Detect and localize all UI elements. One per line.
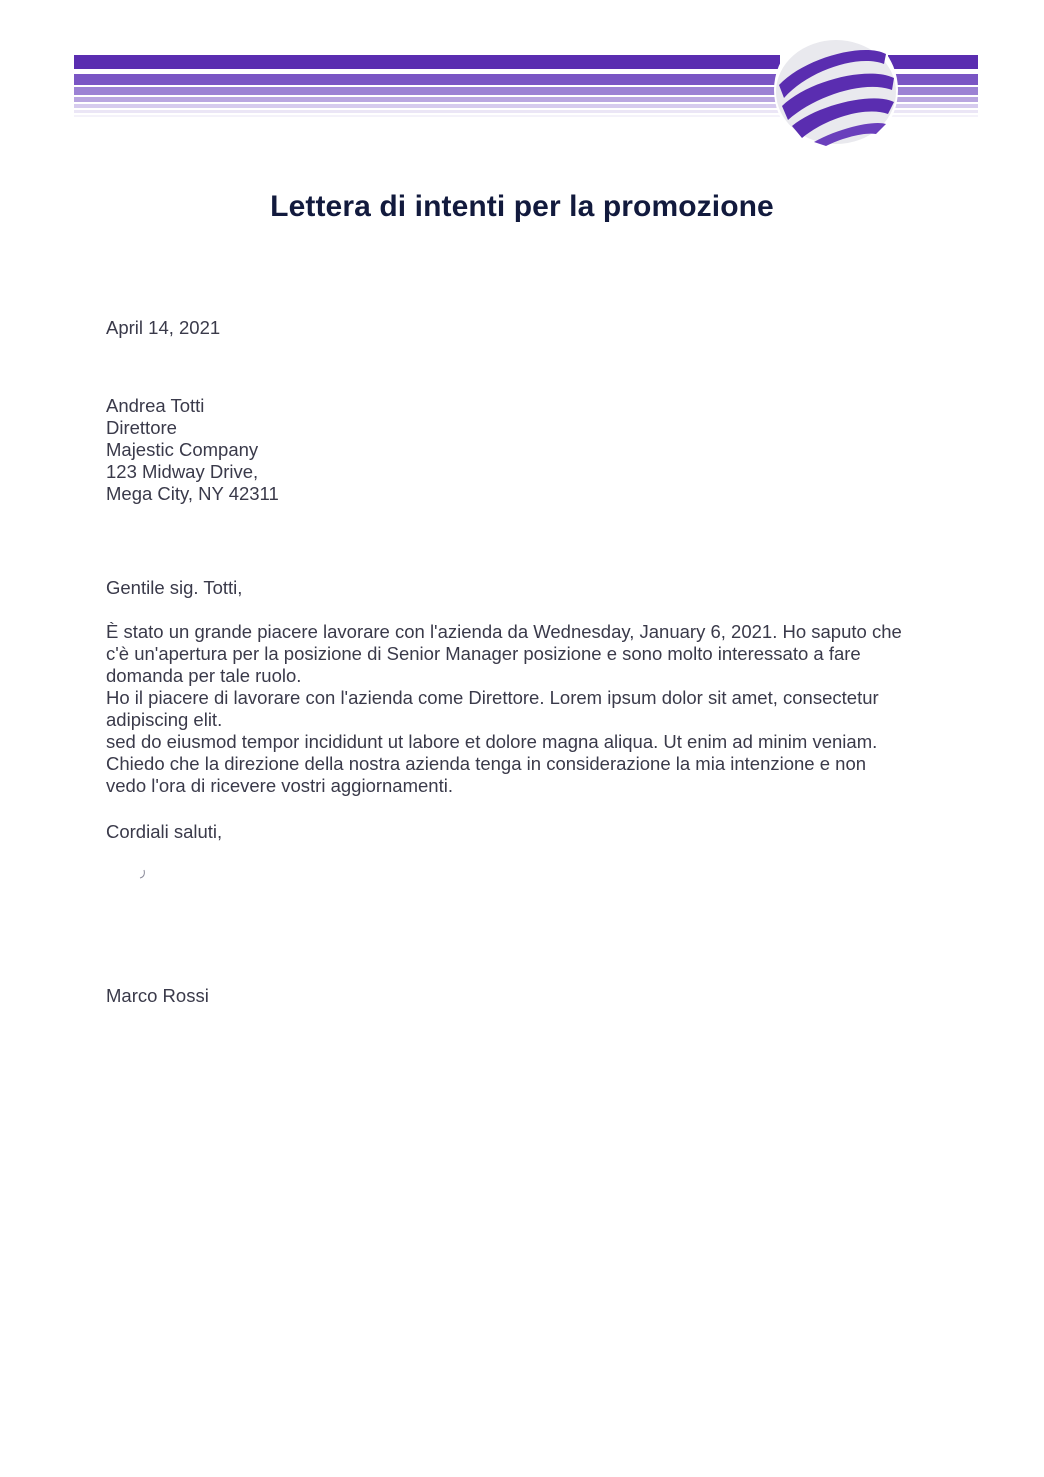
salutation: Gentile sig. Totti, (106, 577, 243, 598)
body-line: Ho il piacere di lavorare con l'azienda come Direttore. Lorem ipsum dolor sit amet, consectetur (106, 687, 879, 708)
recipient-role: Direttore (106, 417, 177, 438)
body-line: sed do eiusmod tempor incididunt ut labore et dolore magna aliqua. Ut enim ad minim veniam. (106, 731, 878, 752)
recipient-street: 123 Midway Drive, (106, 461, 259, 482)
document-title: Lettera di intenti per la promozione (270, 190, 774, 223)
body-line: c'è un'apertura per la posizione di Senior Manager posizione e sono molto interessato a fare (106, 643, 861, 664)
striped-globe-logo (774, 40, 898, 150)
header-banner (74, 40, 978, 150)
body-line: adipiscing elit. (106, 709, 223, 730)
signature-mark (138, 868, 148, 880)
body-line: domanda per tale ruolo. (106, 665, 302, 686)
recipient-city: Mega City, NY 42311 (106, 483, 279, 504)
body-line: vedo l'ora di ricevere vostri aggiornamenti. (106, 775, 453, 796)
body-line: Chiedo che la direzione della nostra azienda tenga in considerazione la mia intenzione e non (106, 753, 867, 774)
signer-name: Marco Rossi (106, 985, 209, 1006)
closing: Cordiali saluti, (106, 821, 223, 842)
body-line: È stato un grande piacere lavorare con l'azienda da Wednesday, January 6, 2021. Ho saputo che (106, 621, 902, 642)
recipient-address (106, 395, 279, 505)
recipient-company: Majestic Company (106, 439, 259, 460)
header-stripes (74, 40, 978, 150)
recipient-name: Andrea Totti (106, 395, 205, 416)
letter-date: April 14, 2021 (106, 317, 221, 338)
letter-body (106, 621, 936, 797)
